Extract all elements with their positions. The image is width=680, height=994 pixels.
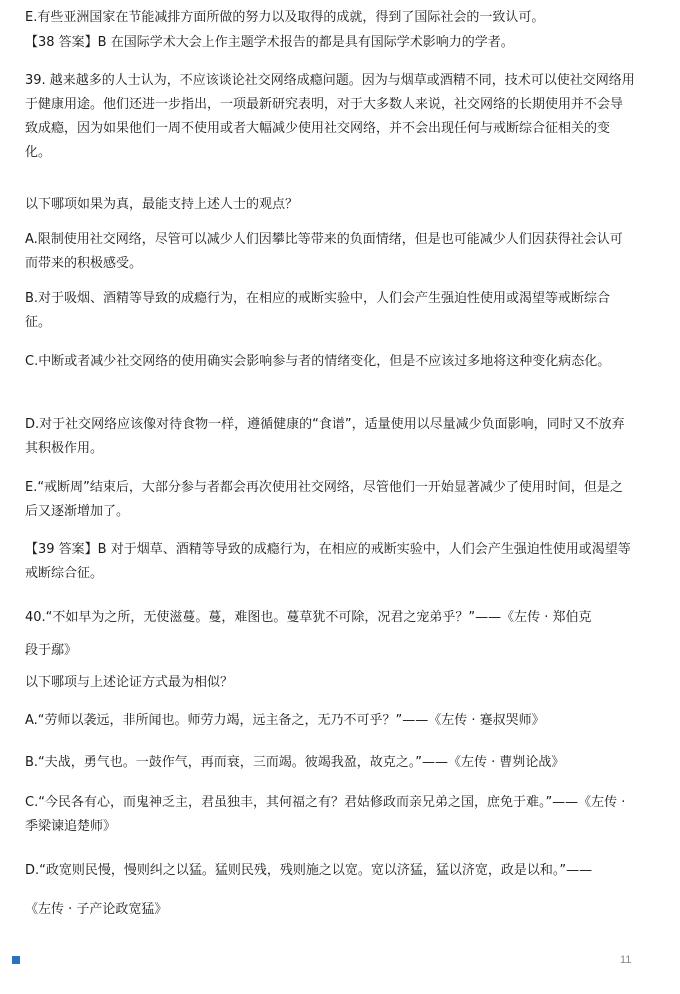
q39-option-e: E.“戒断周”结束后，大部分参与者都会再次使用社交网络，尽管他们一开始显著减少了使用时间，但是之后又逐渐增加了。 xyxy=(25,480,623,519)
q40-question: 以下哪项与上述论证方式最为相似？ xyxy=(25,675,234,690)
q39-answer: 【39 答案】B 对于烟草、酒精等导致的成瘾行为，在相应的戒断实验中，人们会产生强迫性使用或渴望等戒断综合征。 xyxy=(25,542,631,581)
q39-option-b: B.对于吸烟、酒精等导致的成瘾行为，在相应的戒断实验中，人们会产生强迫性使用或渴望等戒断综合征。 xyxy=(25,291,611,330)
q40-option-a: A.“劳师以袭远，非所闻也。师劳力竭，远主备之，无乃不可乎？”——《左传 · 蹇叔哭师》 xyxy=(25,713,545,728)
q39-option-c: C.中断或者减少社交网络的使用确实会影响参与者的情绪变化，但是不应该过多地将这种变化病态化。 xyxy=(25,354,611,369)
q40-option-c: C.“今民各有心，而鬼神乏主，君虽独丰，其何福之有？君姑修政而亲兄弟之国，庶免于难。”——《左传 · 季梁谏追楚师》 xyxy=(25,795,626,834)
q40-option-d-line-2: 《左传 · 子产论政宽猛》 xyxy=(25,902,168,917)
q38-option-e: E.有些亚洲国家在节能减排方面所做的努力以及取得的成就，得到了国际社会的一致认可。 xyxy=(25,10,545,25)
q39-option-a: A.限制使用社交网络，尽管可以减少人们因攀比等带来的负面情绪，但是也可能减少人们因获得社会认可而带来的积极感受。 xyxy=(25,232,623,271)
q40-option-b: B.“夫战，勇气也。一鼓作气，再而衰，三而竭。彼竭我盈，故克之。”——《左传 · 曹刿论战》 xyxy=(25,755,565,770)
footer-square-icon xyxy=(12,956,20,964)
page-number: 11 xyxy=(620,954,632,966)
q39-question: 以下哪项如果为真，最能支持上述人士的观点？ xyxy=(25,197,299,212)
q40-option-d-line-1: D.“政宽则民慢，慢则纠之以猛。猛则民残，残则施之以宽。宽以济猛，猛以济宽，政是以和。”—— xyxy=(25,863,593,878)
q40-stem-line-1: 40.“不如早为之所，无使滋蔓。蔓，难图也。蔓草犹不可除，况君之宠弟乎？”——《左传 · 郑伯克 xyxy=(25,610,592,625)
q40-stem-line-2: 段于鄢》 xyxy=(25,643,78,658)
q39-option-d: D.对于社交网络应该像对待食物一样，遵循健康的“食谱”，适量使用以尽量减少负面影响，同时又不放弃其积极作用。 xyxy=(25,417,625,456)
q38-answer: 【38 答案】B 在国际学术大会上作主题学术报告的都是具有国际学术影响力的学者。 xyxy=(25,35,514,50)
q39-stem: 39. 越来越多的人士认为，不应该谈论社交网络成瘾问题。因为与烟草或酒精不同，技术可以使社交网络用于健康用途。他们还进一步指出，一项最新研究表明，对于大多数人来说，社交网络的长期使用并不会导致成瘾，因为如果他们一周不使用或者大幅减少使用社交网络，并不会出现任何与戒断综合征相关的变化。 xyxy=(25,73,635,160)
